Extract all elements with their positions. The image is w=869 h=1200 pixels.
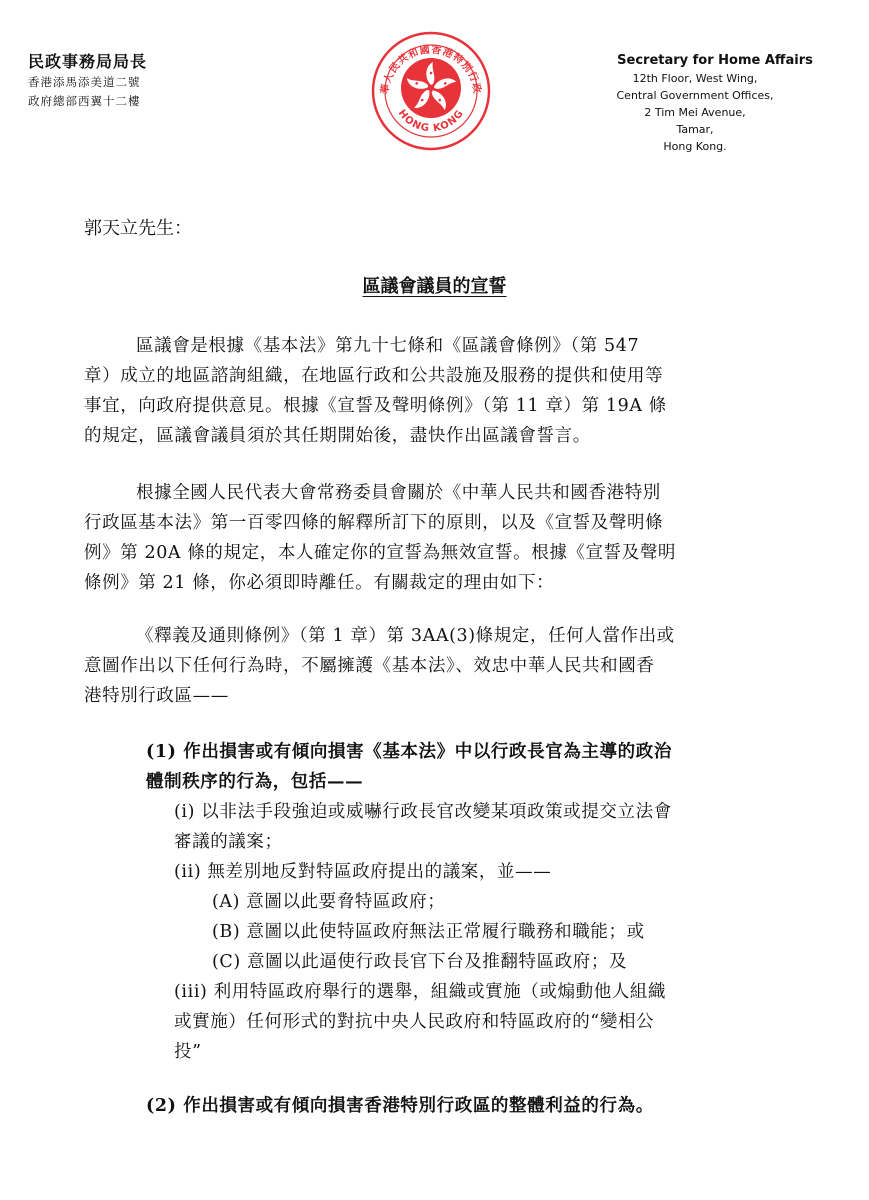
- address-en-line-2: Central Government Offices,: [616, 89, 774, 102]
- sub-item-iii-line: (iii) 利用特區政府舉行的選舉，組織或實施（或煽動他人組織: [174, 982, 667, 1002]
- sub-item-B: (B) 意圖以此使特區政府無法正常履行職務和職能；或: [212, 922, 645, 942]
- letter-title: [0, 272, 869, 298]
- paragraph-1-line: 區議會是根據《基本法》第九十七條和《區議會條例》（第 547: [136, 336, 640, 356]
- paragraph-2-line: 根據全國人民代表大會常務委員會關於《中華人民共和國香港特別: [136, 483, 661, 503]
- sub-item-i-line: (i) 以非法手段強迫或威嚇行政長官改變某項政策或提交立法會: [174, 802, 672, 822]
- address-zh-line-2: 政府總部西翼十二樓: [28, 94, 141, 108]
- emblem-text-en: HONG KONG: [395, 107, 467, 135]
- paragraph-2-line: 行政區基本法》第一百零四條的解釋所訂下的原則，以及《宣誓及聲明條: [84, 513, 664, 533]
- emblem-svg: [370, 30, 492, 152]
- sub-item-iii-line: 投”: [174, 1042, 202, 1062]
- paragraph-1: [84, 331, 790, 451]
- clause-item-1-line: 體制秩序的行為，包括——: [146, 772, 364, 792]
- sub-item-ii: (ii) 無差別地反對特區政府提出的議案，並——: [174, 862, 552, 882]
- sub-item-A: (A) 意圖以此要脅特區政府；: [212, 892, 446, 912]
- paragraph-3-line: 意圖作出以下任何行為時，不屬擁護《基本法》、效忠中華人民共和國香: [84, 656, 655, 676]
- paragraph-3: [84, 621, 790, 711]
- address-en-line-1: 12th Floor, West Wing,: [632, 72, 758, 85]
- letterhead-left: [28, 52, 258, 110]
- paragraph-2-line: 例》第 20A 條的規定，本人確定你的宣誓為無效宣誓。根據《宣誓及聲明: [84, 543, 677, 563]
- paragraph-1-line: 章）成立的地區諮詢組織，在地區行政和公共設施及服務的提供和使用等: [84, 366, 664, 386]
- paragraph-2: [84, 478, 790, 598]
- address-en-line-4: Tamar,: [676, 123, 714, 136]
- office-title-en: Secretary for Home Affairs: [617, 53, 813, 68]
- paragraph-1-line: 的規定，區議會議員須於其任期開始後，盡快作出區議會誓言。: [84, 426, 591, 446]
- paragraph-1-line: 事宜，向政府提供意見。根據《宣誓及聲明條例》（第 11 章）第 19A 條: [84, 396, 667, 416]
- address-zh-line-1: 香港添馬添美道二號: [28, 75, 141, 89]
- clause-item-1: [146, 737, 790, 797]
- clause-item-1-line: (1) 作出損害或有傾向損害《基本法》中以行政長官為主導的政治: [146, 742, 672, 762]
- address-en-line-3: 2 Tim Mei Avenue,: [644, 106, 746, 119]
- sub-item-iii-line: 或實施）任何形式的對抗中央人民政府和特區政府的“變相公: [174, 1012, 655, 1032]
- salutation: 郭天立先生：: [84, 218, 192, 239]
- paragraph-3-line: 《釋義及通則條例》（第 1 章）第 3AA(3)條規定，任何人當作出或: [136, 626, 675, 646]
- sub-item-i-line: 審議的議案；: [174, 832, 283, 852]
- letterhead-right: [565, 52, 825, 154]
- clause-item-2: (2) 作出損害或有傾向損害香港特別行政區的整體利益的行為。: [146, 1096, 654, 1116]
- paragraph-2-line: 條例》第 21 條，你必須即時離任。有關裁定的理由如下：: [84, 573, 555, 593]
- bauhinia-flower-icon: [401, 58, 461, 118]
- paragraph-3-line: 港特別行政區——: [84, 686, 229, 706]
- sub-item-C: (C) 意圖以此逼使行政長官下台及推翻特區政府；及: [212, 952, 628, 972]
- sub-item-iii: [174, 977, 666, 1067]
- emblem-text-zh: 華人民共和國香港特別行政: [379, 44, 483, 96]
- address-en-line-5: Hong Kong.: [663, 140, 727, 153]
- letter-title-text: 區議會議員的宣誓: [362, 276, 507, 297]
- hksar-emblem-icon: [370, 30, 492, 152]
- sub-item-i: [174, 797, 672, 857]
- office-title-zh: 民政事務局局長: [28, 52, 148, 71]
